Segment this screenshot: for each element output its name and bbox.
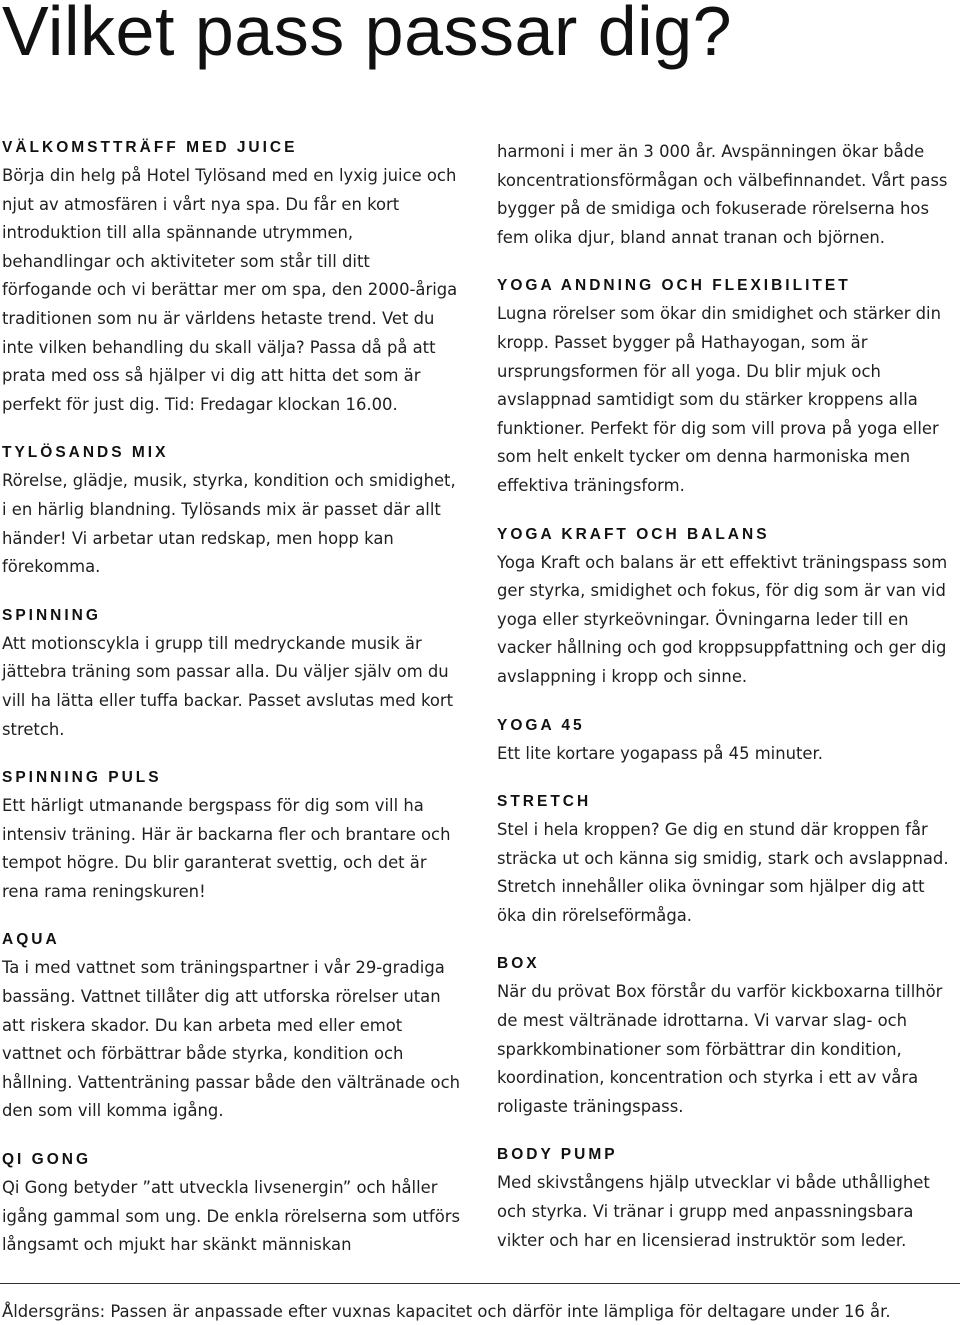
section-text: Ta i med vattnet som träningspartner i vår 29-gradiga bassäng. Vattnet tillåter dig att utforska rörelser utan att riskera skador. Du kan arbeta med eller emot vattnet och förbättrar både styrka, kondition och hållning. Vattenträning passar både den vältränade och den som vill komma igång. [2, 958, 460, 1121]
section-stretch [497, 788, 959, 930]
section-text: Rörelse, glädje, musik, styrka, kondition och smidighet, i en härlig blandning. Tylösands mix är passet där allt händer! Vi arbetar utan redskap, men hopp kan förekomma. [2, 471, 456, 577]
section-heading: SPINNING [2, 606, 101, 624]
section-text: Stel i hela kroppen? Ge dig en stund där kroppen får sträcka ut och känna sig smidig, stark och avslappnad. Stretch innehåller olika övningar som hjälper dig att öka din rörelseförmåga. [497, 820, 949, 925]
section-heading: TYLÖSANDS MIX [2, 444, 169, 462]
section-heading: QI GONG [2, 1151, 92, 1169]
section-qi-gong-continued [497, 138, 959, 252]
section-heading: YOGA 45 [497, 716, 585, 734]
section-spinning-puls [2, 764, 464, 906]
right-column [497, 138, 959, 1255]
section-heading: BOX [497, 955, 540, 973]
section-text: Ett lite kortare yogapass på 45 minuter. [497, 743, 823, 763]
section-text: Med skivstångens hjälp utvecklar vi både uthållighet och styrka. Vi tränar i grupp med anpassningsbara vikter och har en licensierad instruktör som leder. [497, 1173, 930, 1250]
section-heading: SPINNING PULS [2, 769, 162, 787]
section-heading: VÄLKOMSTTRÄFF MED JUICE [2, 139, 298, 156]
section-text: Yoga Kraft och balans är ett effektivt träningspass som ger styrka, smidighet och fokus, för dig som är van vid yoga eller styrkeövningar. Övningarna leder till en vacker hållning och god kroppsuppfattning och ger dig avslappning i kropp och sinne. [497, 552, 948, 686]
page-title: Vilket pass passar dig? [2, 0, 733, 70]
section-valkomsttraff [2, 134, 464, 419]
section-text: Lugna rörelser som ökar din smidighet och stärker din kropp. Passet bygger på Hathayogan, som är ursprungsformen för all yoga. Du blir mjuk och avslappnad samtidigt som du stärker kroppens alla funktioner. Perfekt för dig som vill prova på yoga eller som helt enkelt tycker om denna harmoniska men effektiva träningsform. [497, 304, 942, 495]
section-heading: YOGA ANDNING OCH FLEXIBILITET [497, 277, 851, 295]
section-text: När du prövat Box förstår du varför kickboxarna tillhör de mest vältränade idrottarna. Vi varvar slag- och sparkkombinationer som förbättrar din kondition, koordination, koncentration och styrka i ett av våra roligaste träningspass. [497, 982, 943, 1116]
section-yoga-andning [497, 272, 959, 500]
section-text: Att motionscykla i grupp till medryckande musik är jättebra träning som passar alla. Du väljer själv om du vill ha lätta eller tuffa backar. Passet avslutas med kort stretch. [2, 633, 454, 739]
footer-note: Åldersgräns: Passen är anpassade efter vuxnas kapacitet och därför inte lämpliga för deltagare under 16 år. [2, 1302, 891, 1321]
section-qi-gong [2, 1146, 464, 1260]
section-yoga-kraft [497, 521, 959, 692]
section-box [497, 950, 959, 1121]
section-text: Qi Gong betyder ”att utveckla livsenergin” och håller igång gammal som ung. De enkla rörelserna som utförs långsamt och mjukt har skänkt människan [2, 1178, 461, 1255]
section-heading: BODY PUMP [497, 1146, 618, 1164]
section-tylosands-mix [2, 439, 464, 581]
section-text: Börja din helg på Hotel Tylösand med en lyxig juice och njut av atmosfären i vårt nya spa. Du får en kort introduktion till alla spännande utrymmen, behandlingar och aktiviteter som står till ditt förfogande och vi berättar mer om spa, den 2000-åriga traditionen som nu är världens hetaste trend. Vet du inte vilken behandling du skall välja? Passa då på att prata med oss så hjälper vi dig att hitta det som är perfekt för just dig. Tid: Fredagar klockan 16.00. [2, 166, 458, 414]
section-heading: STRETCH [497, 793, 592, 811]
footer-divider [0, 1283, 960, 1284]
section-text: harmoni i mer än 3 000 år. Avspänningen ökar både koncentrationsförmågan och välbefinnandet. Vårt pass bygger på de smidiga och fokuserade rörelserna hos fem olika djur, bland annat tranan och björnen. [497, 142, 948, 247]
section-text: Ett härligt utmanande bergspass för dig som vill ha intensiv träning. Här är backarna fler och brantare och tempot högre. Du blir garanterat svettig, och det är rena rama reningskuren! [2, 796, 451, 901]
left-column [2, 134, 464, 1260]
section-body-pump [497, 1141, 959, 1255]
section-spinning [2, 602, 464, 744]
section-aqua [2, 926, 464, 1126]
section-yoga-45 [497, 712, 959, 769]
section-heading: AQUA [2, 931, 60, 949]
section-heading: YOGA KRAFT OCH BALANS [497, 525, 770, 543]
